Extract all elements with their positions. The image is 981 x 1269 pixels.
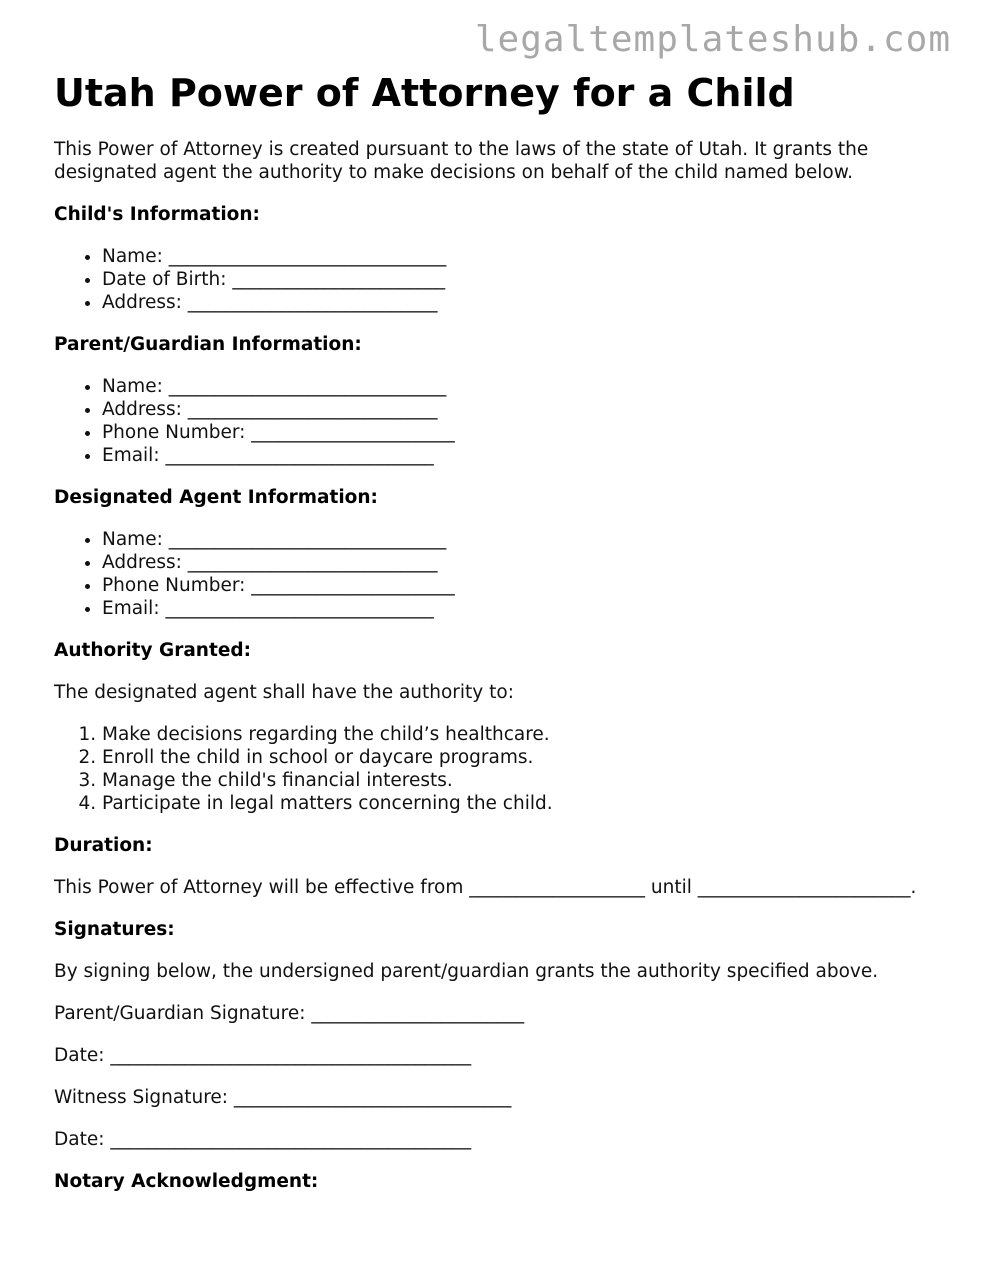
witness-date-line: Date: _______________________________________ (54, 1129, 472, 1150)
parent-address-field: • Address: ___________________________ (102, 398, 934, 421)
notary-heading: Notary Acknowledgment: (54, 1171, 319, 1192)
parent-date-line: Date: _______________________________________ (54, 1045, 472, 1066)
authority-heading: Authority Granted: (54, 640, 252, 661)
duration-text: This Power of Attorney will be effective from ___________________ until _______________________. (54, 877, 917, 898)
parent-email-field: • Email: _____________________________ (102, 444, 934, 467)
child-info-heading: Child's Information: (54, 204, 260, 225)
parent-signature-line: Parent/Guardian Signature: _______________________ (54, 1003, 525, 1024)
authority-item-school: 2. Enroll the child in school or daycare programs. (102, 746, 934, 769)
agent-phone-field: • Phone Number: ______________________ (102, 574, 934, 597)
authority-intro: The designated agent shall have the authority to: (54, 682, 514, 703)
child-name-field: • Name: ______________________________ (102, 245, 934, 268)
agent-info-list (54, 528, 934, 620)
child-dob-field: • Date of Birth: _______________________ (102, 268, 934, 291)
parent-info-heading: Parent/Guardian Information: (54, 334, 362, 355)
agent-name-field: • Name: ______________________________ (102, 528, 934, 551)
agent-info-heading: Designated Agent Information: (54, 487, 378, 508)
parent-name-field: • Name: ______________________________ (102, 375, 934, 398)
parent-info-list (54, 375, 934, 467)
authority-item-financial: 3. Manage the child's financial interests. (102, 769, 934, 792)
signatures-heading: Signatures: (54, 919, 175, 940)
agent-email-field: • Email: _____________________________ (102, 597, 934, 620)
watermark: legaltemplateshub.com (474, 19, 951, 60)
witness-signature-line: Witness Signature: ______________________________ (54, 1087, 512, 1108)
document-body (54, 70, 934, 1212)
signatures-intro: By signing below, the undersigned parent/guardian grants the authority specified above. (54, 961, 879, 982)
child-info-list (54, 245, 934, 314)
authority-list (54, 723, 934, 815)
authority-item-legal: 4. Participate in legal matters concerning the child. (102, 792, 934, 815)
intro-paragraph: This Power of Attorney is created pursuant to the laws of the state of Utah. It grants the designated agent the authority to make decisions on behalf of the child named below. (54, 139, 869, 183)
parent-phone-field: • Phone Number: ______________________ (102, 421, 934, 444)
document-title: Utah Power of Attorney for a Child (54, 71, 795, 115)
duration-heading: Duration: (54, 835, 153, 856)
authority-item-healthcare: 1. Make decisions regarding the child’s healthcare. (102, 723, 934, 746)
child-address-field: • Address: ___________________________ (102, 291, 934, 314)
agent-address-field: • Address: ___________________________ (102, 551, 934, 574)
